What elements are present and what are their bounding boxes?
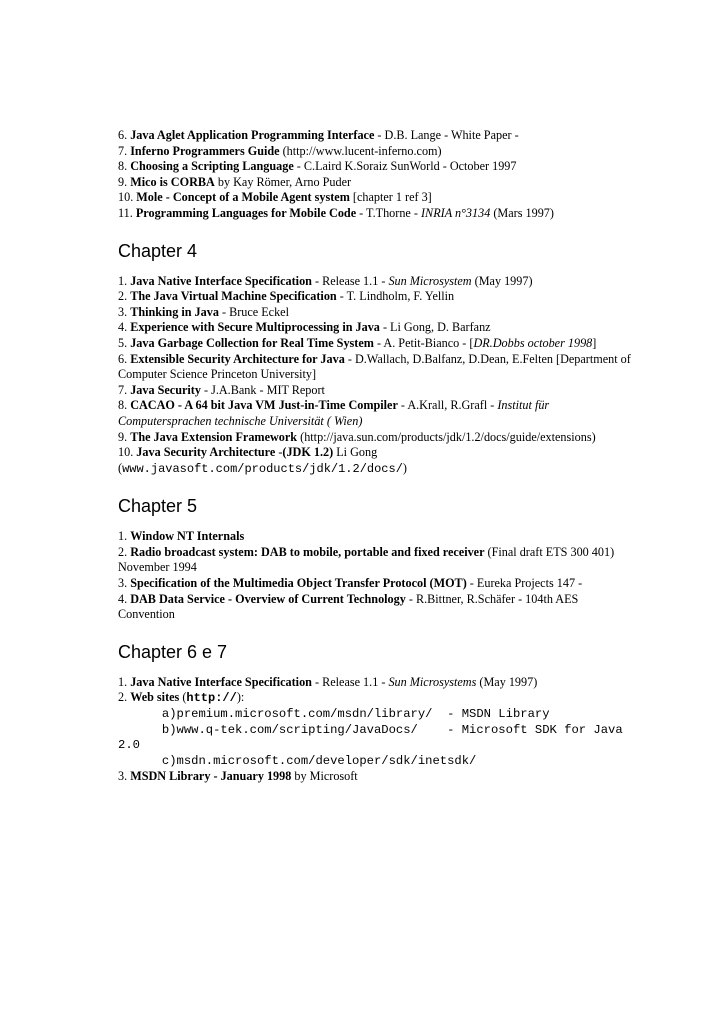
list-item: 9. Mico is CORBA by Kay Römer, Arno Puder xyxy=(118,174,352,189)
list-item: (www.javasoft.com/products/jdk/1.2/docs/) xyxy=(118,460,407,476)
list-item: 1. Window NT Internals xyxy=(118,529,245,544)
list-item: 3. Thinking in Java - Bruce Eckel xyxy=(118,304,289,319)
list-item: 10. Java Security Architecture -(JDK 1.2) Li Gong xyxy=(118,445,378,460)
website-line[interactable]: c)msdn.microsoft.com/developer/sdk/inetsdk/ xyxy=(118,753,477,768)
list-item: 6. Java Aglet Application Programming Interface - D.B. Lange - White Paper - xyxy=(118,128,519,142)
list-item: 1. Java Native Interface Specification - Release 1.1 - Sun Microsystem (May 1997) xyxy=(118,273,533,288)
website-line[interactable]: a)premium.microsoft.com/msdn/library/ - MSDN Library xyxy=(118,707,550,722)
intro-reference-list xyxy=(118,128,638,222)
list-item: 2. Radio broadcast system: DAB to mobile, portable and fixed receiver (Final draft ETS 300 401) November 1994 xyxy=(118,544,615,575)
chapter-6-7-heading: Chapter 6 e 7 xyxy=(118,641,228,662)
list-item: 5. Java Garbage Collection for Real Time System - A. Petit-Bianco - [DR.Dobbs october 1998] xyxy=(118,335,597,350)
chapter-5-reference-list xyxy=(118,529,638,623)
list-item: 9. The Java Extension Framework (http://java.sun.com/products/jdk/1.2/docs/guide/extensions) xyxy=(118,429,596,444)
list-item: 3. Specification of the Multimedia Object Transfer Protocol (MOT) - Eureka Projects 147 - xyxy=(118,576,583,591)
document-page xyxy=(118,128,638,785)
list-item: 10. Mole - Concept of a Mobile Agent system [chapter 1 ref 3] xyxy=(118,190,432,205)
list-item: 2. The Java Virtual Machine Specification - T. Lindholm, F. Yellin xyxy=(118,289,455,304)
list-item: 1. Java Native Interface Specification - Release 1.1 - Sun Microsystems (May 1997) xyxy=(118,674,538,689)
list-item: 7. Java Security - J.A.Bank - MIT Report xyxy=(118,382,325,397)
list-item: 3. MSDN Library - January 1998 by Microsoft xyxy=(118,769,358,784)
list-item: 7. Inferno Programmers Guide (http://www.lucent-inferno.com) xyxy=(118,143,442,158)
list-item: 11. Programming Languages for Mobile Code - T.Thorne - INRIA n°3134 (Mars 1997) xyxy=(118,205,554,220)
url-link[interactable]: www.javasoft.com/products/jdk/1.2/docs/ xyxy=(122,461,403,476)
list-item: 4. DAB Data Service - Overview of Current Technology - R.Bittner, R.Schäfer - 104th AES Convention xyxy=(118,591,579,622)
list-item: 6. Extensible Security Architecture for Java - D.Wallach, D.Balfanz, D.Dean, E.Felten [Department of Computer Science Princeton University] xyxy=(118,351,631,382)
list-item: 8. Choosing a Scripting Language - C.Laird K.Soraiz SunWorld - October 1997 xyxy=(118,159,517,174)
list-item: 2. Web sites (http://): xyxy=(118,690,245,706)
chapter-4-heading: Chapter 4 xyxy=(118,240,198,261)
list-item: 8. CACAO - A 64 bit Java VM Just-in-Time Compiler - A.Krall, R.Grafl - Institut für Computersprachen technische Universität ( Wien) xyxy=(118,398,550,428)
website-line-continuation: 2.0 xyxy=(118,738,140,753)
list-item: 4. Experience with Secure Multiprocessing in Java - Li Gong, D. Barfanz xyxy=(118,320,491,335)
chapter-5-heading: Chapter 5 xyxy=(118,496,198,517)
chapter-4-reference-list xyxy=(118,274,638,478)
website-line[interactable]: b)www.q-tek.com/scripting/JavaDocs/ - Microsoft SDK for Java xyxy=(118,722,623,737)
chapter-6-7-reference-list xyxy=(118,675,638,785)
